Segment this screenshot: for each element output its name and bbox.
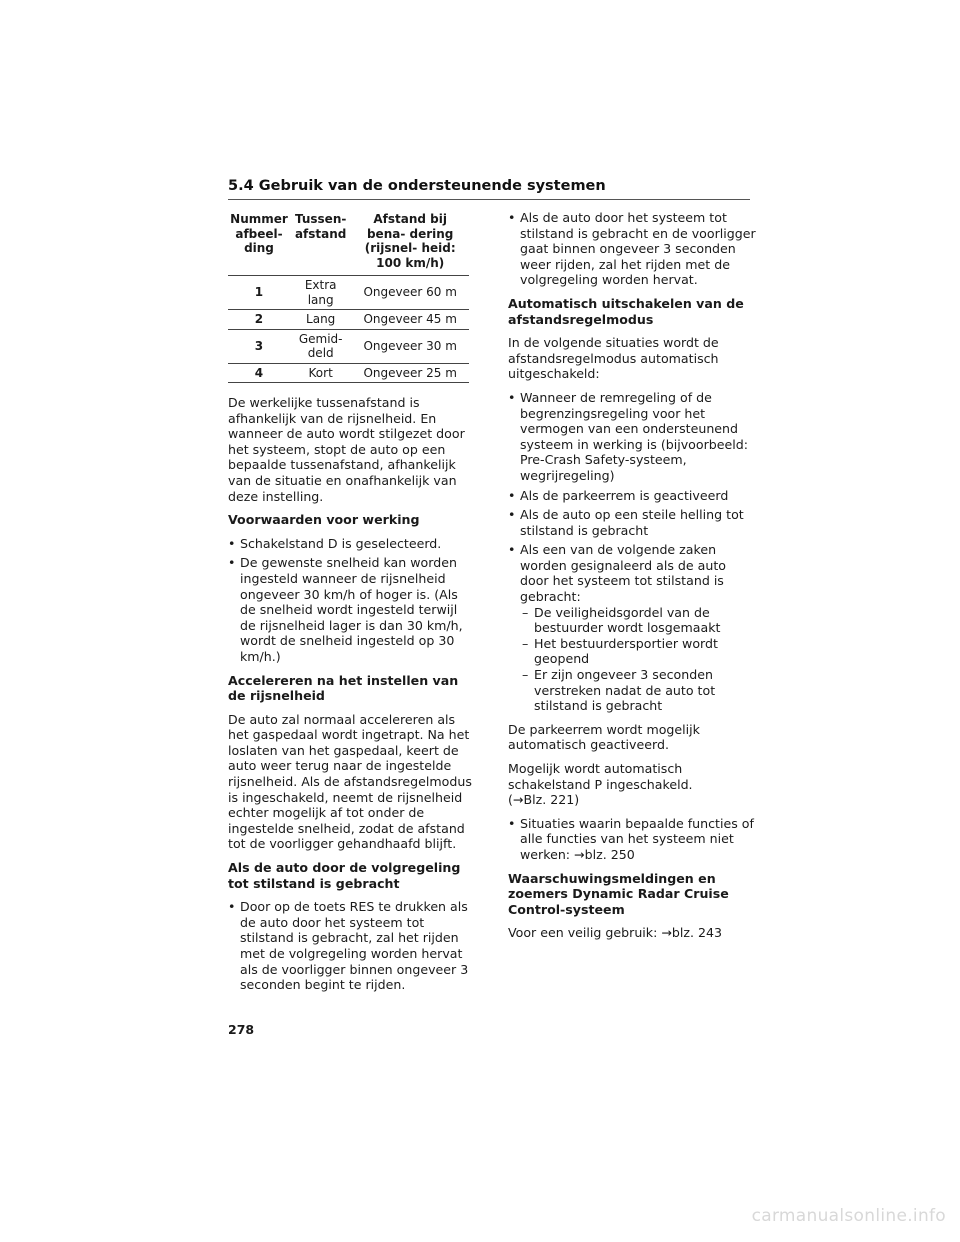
dash-item: – De veiligheidsgordel van de bestuurder wordt losgemaakt: [522, 605, 756, 636]
table-header-cell: Nummer afbeel- ding: [228, 210, 290, 276]
section-header: 5.4 Gebruik van de ondersteunende systemen: [228, 178, 606, 194]
body-paragraph: De parkeerrem wordt mogelijk automatisch geactiveerd.: [508, 721, 700, 753]
right-column: [508, 210, 756, 949]
page-number: 278: [228, 1022, 255, 1037]
table-cell: 2: [228, 310, 290, 330]
distance-table: [228, 210, 469, 383]
dash-list: [520, 605, 756, 714]
list-item: • Wanneer de remregeling of de begrenzingsregeling voor het vermogen van een ondersteunend systeem in werking is (bijvoorbeeld: Pre-Crash Safety-systeem, wegrijregeling): [508, 390, 756, 484]
left-column: [228, 210, 476, 1001]
bullet-list: [508, 816, 756, 863]
list-item: • Situaties waarin bepaalde functies of alle functies van het systeem niet werken: →blz. 250: [508, 816, 756, 863]
body-paragraph: De auto zal normaal accelereren als het gaspedaal wordt ingetrapt. Na het loslaten van het gaspedaal, keert de auto weer terug naar de ingestelde rijsnelheid. Als de afstandsregelmodus is ingeschakeld, neemt de rijsnelheid echter mogelijk af tot onder de ingestelde snelheid, zodat de afstand tot de voorligger gehandhaafd blijft.: [228, 711, 472, 852]
list-item: • Als de parkeerrem is geactiveerd: [508, 488, 756, 504]
table-cell: Lang: [290, 310, 351, 330]
table-cell: Kort: [290, 363, 351, 383]
table-header-cell: Afstand bij bena- dering (rijsnel- heid: 100 km/h): [351, 210, 469, 276]
section-heading: Als de auto door de volgregeling tot stilstand is gebracht: [228, 860, 461, 891]
intro-paragraph: De werkelijke tussenafstand is afhankelijk van de rijsnelheid. En wanneer de auto wordt stilgezet door het systeem, stopt de auto op een bepaalde tussenafstand, afhankelijk van de situatie en onafhankelijk van deze instelling.: [228, 395, 465, 504]
list-item: • Als de auto door het systeem tot stilstand is gebracht en de voorligger gaat binnen ongeveer 3 seconden weer rijden, zal het rijden met de volgregeling worden hervat.: [508, 210, 756, 288]
list-item: • Als de auto op een steile helling tot stilstand is gebracht: [508, 507, 756, 538]
header-divider: [228, 199, 750, 200]
table-header-cell: Tussen- afstand: [290, 210, 351, 276]
dash-item: – Er zijn ongeveer 3 seconden verstreken nadat de auto tot stilstand is gebracht: [522, 667, 756, 714]
table-cell: Extra lang: [290, 276, 351, 310]
list-item-text: Als een van de volgende zaken worden gesignaleerd als de auto door het systeem tot stilstand is gebracht:: [520, 542, 727, 605]
table-row: [228, 329, 469, 363]
table-cell: Ongeveer 30 m: [351, 329, 469, 363]
table-cell: Ongeveer 60 m: [351, 276, 469, 310]
dash-item: – Het bestuurdersportier wordt geopend: [522, 636, 756, 667]
table-header-row: [228, 210, 469, 276]
body-paragraph: In de volgende situaties wordt de afstandsregelmodus automatisch uitgeschakeld:: [508, 335, 719, 382]
list-item: • Door op de toets RES te drukken als de auto door het systeem tot stilstand is gebracht, zal het rijden met de volgregeling worden hervat als de voorligger binnen ongeveer 3 seconden begint te rijden.: [228, 899, 476, 993]
section-heading: Automatisch uitschakelen van de afstandsregelmodus: [508, 295, 744, 327]
table-row: [228, 276, 469, 310]
table-row: [228, 363, 469, 383]
bullet-list: [508, 210, 756, 288]
table-row: [228, 310, 469, 330]
table-cell: 3: [228, 329, 290, 363]
section-heading: Accelereren na het instellen van de rijsnelheid: [228, 672, 459, 704]
table-cell: Gemid- deld: [290, 329, 351, 363]
body-paragraph: [508, 761, 756, 808]
paragraph-text: Mogelijk wordt automatisch schakelstand P ingeschakeld.: [508, 761, 693, 792]
list-item: • De gewenste snelheid kan worden ingesteld wanneer de rijsnelheid ongeveer 30 km/h of hoger is. (Als de snelheid wordt ingesteld terwijl de rijsnelheid lager is dan 30 km/h, wordt de snelheid ingesteld op 30 km/h.): [228, 555, 476, 664]
watermark: carmanualsonline.info: [751, 1206, 946, 1226]
section-heading: Voorwaarden voor werking: [228, 512, 420, 528]
table-cell: 4: [228, 363, 290, 383]
bullet-list: [508, 390, 756, 714]
bullet-list: [228, 899, 476, 993]
body-paragraph: Voor een veilig gebruik: →blz. 243: [508, 925, 723, 941]
section-heading: Waarschuwingsmeldingen en zoemers Dynamic Radar Cruise Control-systeem: [508, 870, 729, 917]
list-item: [508, 542, 756, 714]
table-cell: 1: [228, 276, 290, 310]
bullet-list: [228, 536, 476, 665]
table-cell: Ongeveer 45 m: [351, 310, 469, 330]
page-reference-link[interactable]: (→Blz. 221): [508, 792, 580, 808]
list-item: • Schakelstand D is geselecteerd.: [228, 536, 476, 552]
table-cell: Ongeveer 25 m: [351, 363, 469, 383]
